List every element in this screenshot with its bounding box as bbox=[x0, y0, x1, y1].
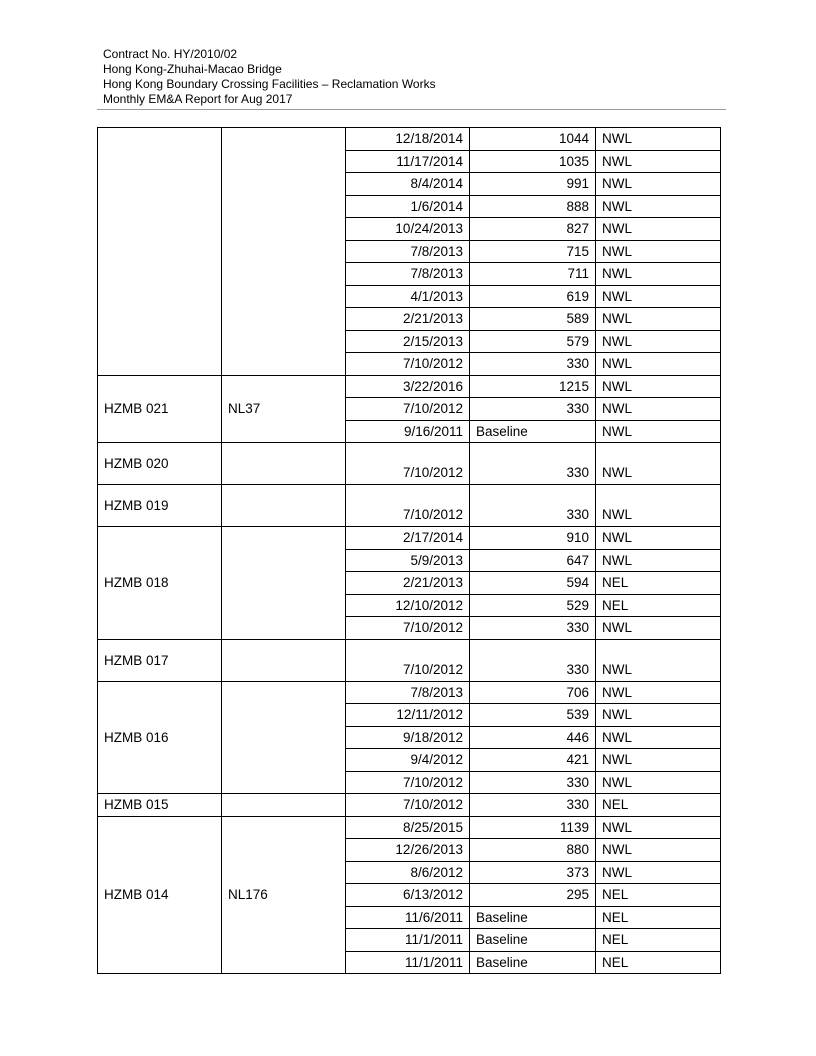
reference-cell: NL176 bbox=[222, 816, 346, 974]
type-cell: NWL bbox=[596, 617, 721, 640]
table-row bbox=[98, 527, 721, 550]
date-cell: 9/4/2012 bbox=[346, 749, 470, 772]
value-cell: 594 bbox=[470, 572, 596, 595]
value-cell: 330 bbox=[470, 398, 596, 421]
date-cell: 7/8/2013 bbox=[346, 240, 470, 263]
value-cell: 1139 bbox=[470, 816, 596, 839]
value-cell: 715 bbox=[470, 240, 596, 263]
table-row bbox=[98, 681, 721, 704]
type-cell: NWL bbox=[596, 749, 721, 772]
value-cell: 706 bbox=[470, 681, 596, 704]
type-cell: NEL bbox=[596, 884, 721, 907]
reference-cell bbox=[222, 794, 346, 817]
table-row bbox=[98, 794, 721, 817]
reference-cell bbox=[222, 485, 346, 527]
date-cell: 3/22/2016 bbox=[346, 375, 470, 398]
date-cell: 2/21/2013 bbox=[346, 572, 470, 595]
date-cell: 8/25/2015 bbox=[346, 816, 470, 839]
date-cell: 11/1/2011 bbox=[346, 929, 470, 952]
date-cell: 8/4/2014 bbox=[346, 173, 470, 196]
value-cell: 647 bbox=[470, 549, 596, 572]
value-cell: 579 bbox=[470, 330, 596, 353]
type-cell: NWL bbox=[596, 527, 721, 550]
date-cell: 7/10/2012 bbox=[346, 485, 470, 527]
type-cell: NEL bbox=[596, 594, 721, 617]
date-cell: 2/17/2014 bbox=[346, 527, 470, 550]
header-works-line: Hong Kong Boundary Crossing Facilities – Reclamation Works bbox=[103, 77, 436, 91]
type-cell: NEL bbox=[596, 906, 721, 929]
type-cell: NWL bbox=[596, 681, 721, 704]
header-project-line: Hong Kong-Zhuhai-Macao Bridge bbox=[103, 62, 282, 76]
date-cell: 9/18/2012 bbox=[346, 726, 470, 749]
value-cell: Baseline bbox=[470, 929, 596, 952]
value-cell: 373 bbox=[470, 861, 596, 884]
date-cell: 12/11/2012 bbox=[346, 704, 470, 727]
value-cell: Baseline bbox=[470, 906, 596, 929]
table-row bbox=[98, 816, 721, 839]
type-cell: NWL bbox=[596, 150, 721, 173]
type-cell: NWL bbox=[596, 173, 721, 196]
value-cell: 827 bbox=[470, 218, 596, 241]
value-cell: 529 bbox=[470, 594, 596, 617]
date-cell: 7/8/2013 bbox=[346, 681, 470, 704]
type-cell: NWL bbox=[596, 375, 721, 398]
site-id-cell: HZMB 021 bbox=[98, 375, 222, 443]
value-cell: 330 bbox=[470, 639, 596, 681]
date-cell: 2/21/2013 bbox=[346, 308, 470, 331]
value-cell: 1215 bbox=[470, 375, 596, 398]
table-row bbox=[98, 443, 721, 485]
date-cell: 7/10/2012 bbox=[346, 771, 470, 794]
reference-cell bbox=[222, 639, 346, 681]
date-cell: 7/10/2012 bbox=[346, 353, 470, 376]
type-cell: NEL bbox=[596, 794, 721, 817]
type-cell: NWL bbox=[596, 420, 721, 443]
type-cell: NEL bbox=[596, 929, 721, 952]
type-cell: NWL bbox=[596, 443, 721, 485]
reference-cell: NL37 bbox=[222, 375, 346, 443]
site-id-cell: HZMB 017 bbox=[98, 639, 222, 681]
type-cell: NWL bbox=[596, 263, 721, 286]
value-cell: 330 bbox=[470, 485, 596, 527]
date-cell: 12/26/2013 bbox=[346, 839, 470, 862]
type-cell: NWL bbox=[596, 839, 721, 862]
value-cell: 589 bbox=[470, 308, 596, 331]
date-cell: 1/6/2014 bbox=[346, 195, 470, 218]
value-cell: 711 bbox=[470, 263, 596, 286]
date-cell: 7/8/2013 bbox=[346, 263, 470, 286]
value-cell: 910 bbox=[470, 527, 596, 550]
value-cell: 619 bbox=[470, 285, 596, 308]
type-cell: NWL bbox=[596, 485, 721, 527]
report-header bbox=[103, 47, 436, 107]
table-row bbox=[98, 485, 721, 527]
date-cell: 4/1/2013 bbox=[346, 285, 470, 308]
date-cell: 11/17/2014 bbox=[346, 150, 470, 173]
date-cell: 7/10/2012 bbox=[346, 443, 470, 485]
value-cell: 1035 bbox=[470, 150, 596, 173]
date-cell: 8/6/2012 bbox=[346, 861, 470, 884]
date-cell: 2/15/2013 bbox=[346, 330, 470, 353]
value-cell: Baseline bbox=[470, 951, 596, 974]
date-cell: 7/10/2012 bbox=[346, 617, 470, 640]
value-cell: 1044 bbox=[470, 128, 596, 151]
type-cell: NWL bbox=[596, 285, 721, 308]
type-cell: NWL bbox=[596, 549, 721, 572]
date-cell: 6/13/2012 bbox=[346, 884, 470, 907]
table-row bbox=[98, 128, 721, 151]
type-cell: NWL bbox=[596, 128, 721, 151]
type-cell: NWL bbox=[596, 861, 721, 884]
type-cell: NWL bbox=[596, 398, 721, 421]
site-id-cell: HZMB 020 bbox=[98, 443, 222, 485]
type-cell: NWL bbox=[596, 195, 721, 218]
monitoring-table bbox=[97, 127, 721, 974]
reference-cell bbox=[222, 681, 346, 794]
date-cell: 11/6/2011 bbox=[346, 906, 470, 929]
type-cell: NWL bbox=[596, 353, 721, 376]
value-cell: 880 bbox=[470, 839, 596, 862]
type-cell: NEL bbox=[596, 572, 721, 595]
site-id-cell: HZMB 019 bbox=[98, 485, 222, 527]
value-cell: 539 bbox=[470, 704, 596, 727]
header-report-line: Monthly EM&A Report for Aug 2017 bbox=[103, 92, 293, 106]
type-cell: NWL bbox=[596, 308, 721, 331]
date-cell: 12/18/2014 bbox=[346, 128, 470, 151]
type-cell: NWL bbox=[596, 240, 721, 263]
value-cell: 330 bbox=[470, 771, 596, 794]
site-id-cell: HZMB 018 bbox=[98, 527, 222, 640]
value-cell: 330 bbox=[470, 794, 596, 817]
site-id-cell bbox=[98, 128, 222, 376]
type-cell: NWL bbox=[596, 639, 721, 681]
date-cell: 12/10/2012 bbox=[346, 594, 470, 617]
table-row bbox=[98, 375, 721, 398]
value-cell: 330 bbox=[470, 617, 596, 640]
header-divider bbox=[97, 109, 726, 110]
date-cell: 9/16/2011 bbox=[346, 420, 470, 443]
type-cell: NEL bbox=[596, 951, 721, 974]
value-cell: 295 bbox=[470, 884, 596, 907]
date-cell: 11/1/2011 bbox=[346, 951, 470, 974]
table-row bbox=[98, 639, 721, 681]
date-cell: 10/24/2013 bbox=[346, 218, 470, 241]
value-cell: 888 bbox=[470, 195, 596, 218]
header-contract-line: Contract No. HY/2010/02 bbox=[103, 47, 238, 61]
site-id-cell: HZMB 015 bbox=[98, 794, 222, 817]
type-cell: NWL bbox=[596, 330, 721, 353]
value-cell: 330 bbox=[470, 443, 596, 485]
site-id-cell: HZMB 016 bbox=[98, 681, 222, 794]
type-cell: NWL bbox=[596, 771, 721, 794]
type-cell: NWL bbox=[596, 218, 721, 241]
date-cell: 7/10/2012 bbox=[346, 794, 470, 817]
value-cell: Baseline bbox=[470, 420, 596, 443]
date-cell: 7/10/2012 bbox=[346, 398, 470, 421]
site-id-cell: HZMB 014 bbox=[98, 816, 222, 974]
type-cell: NWL bbox=[596, 704, 721, 727]
value-cell: 330 bbox=[470, 353, 596, 376]
value-cell: 421 bbox=[470, 749, 596, 772]
type-cell: NWL bbox=[596, 726, 721, 749]
date-cell: 7/10/2012 bbox=[346, 639, 470, 681]
date-cell: 5/9/2013 bbox=[346, 549, 470, 572]
type-cell: NWL bbox=[596, 816, 721, 839]
reference-cell bbox=[222, 443, 346, 485]
reference-cell bbox=[222, 128, 346, 376]
value-cell: 991 bbox=[470, 173, 596, 196]
value-cell: 446 bbox=[470, 726, 596, 749]
reference-cell bbox=[222, 527, 346, 640]
